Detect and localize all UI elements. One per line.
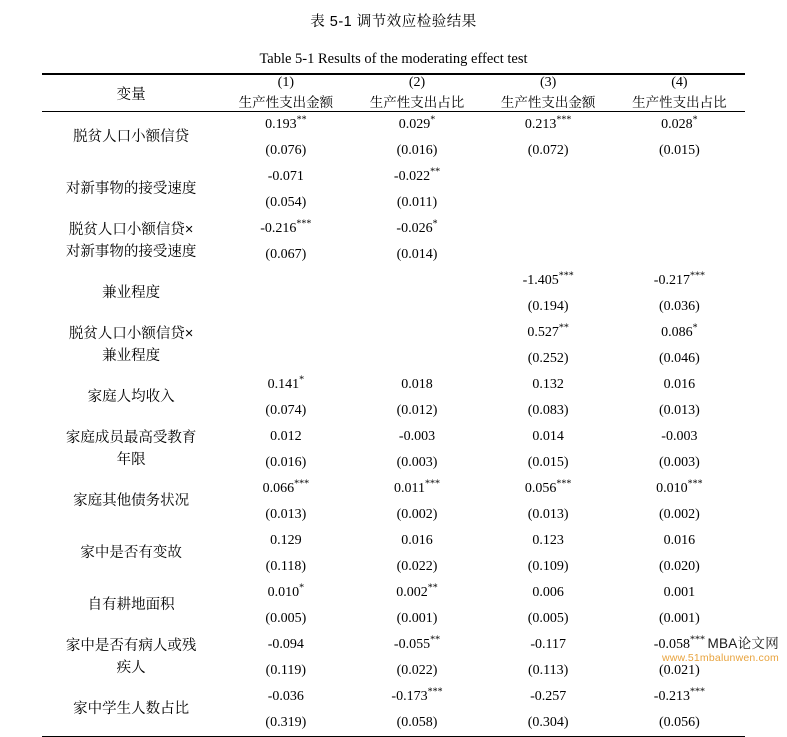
- coefficient-value: -0.217: [654, 273, 690, 288]
- significance-stars: *: [693, 322, 698, 333]
- coefficient-value: 0.066: [263, 481, 295, 496]
- coefficient-value: 0.014: [532, 429, 564, 444]
- coefficient-cell: [220, 476, 351, 502]
- coefficient-value: 0.016: [664, 533, 696, 548]
- standard-error-cell: (0.304): [483, 710, 614, 737]
- table-caption-chinese: 表 5-1 调节效应检验结果: [0, 0, 787, 31]
- coefficient-cell: [483, 268, 614, 294]
- header-col-4-number: (4): [614, 75, 745, 91]
- coefficient-cell: [483, 528, 614, 554]
- standard-error-cell: (0.021): [614, 658, 745, 684]
- row-label-line1: 家庭成员最高受教育: [42, 428, 220, 450]
- coefficient-cell: [614, 164, 745, 190]
- coefficient-value: -0.173: [391, 689, 427, 704]
- standard-error-cell: (0.001): [614, 606, 745, 632]
- standard-error-cell: (0.002): [614, 502, 745, 528]
- coefficient-cell: [220, 580, 351, 606]
- coefficient-cell: [220, 424, 351, 450]
- row-label: [42, 372, 220, 424]
- row-label: [42, 528, 220, 580]
- table-row: [42, 372, 745, 398]
- significance-stars: ***: [428, 686, 443, 697]
- coefficient-cell: [351, 476, 482, 502]
- table-row: [42, 528, 745, 554]
- coefficient-cell: [220, 632, 351, 658]
- coefficient-value: -0.058: [654, 637, 690, 652]
- standard-error-cell: (0.015): [483, 450, 614, 476]
- coefficient-value: 0.028: [661, 117, 693, 132]
- coefficient-cell: [614, 268, 745, 294]
- coefficient-cell: [614, 528, 745, 554]
- coefficient-cell: [351, 320, 482, 346]
- significance-stars: **: [430, 634, 440, 645]
- coefficient-cell: [614, 580, 745, 606]
- coefficient-cell: [614, 216, 745, 242]
- significance-stars: *: [299, 582, 304, 593]
- significance-stars: **: [428, 582, 438, 593]
- standard-error-cell: [220, 294, 351, 320]
- coefficient-cell: [220, 372, 351, 398]
- standard-error-cell: (0.109): [483, 554, 614, 580]
- standard-error-cell: (0.005): [483, 606, 614, 632]
- significance-stars: ***: [690, 634, 705, 645]
- standard-error-cell: (0.001): [351, 606, 482, 632]
- table-row: [42, 164, 745, 190]
- standard-error-cell: (0.119): [220, 658, 351, 684]
- significance-stars: *: [430, 114, 435, 125]
- coefficient-cell: [351, 580, 482, 606]
- standard-error-cell: (0.003): [614, 450, 745, 476]
- coefficient-cell: [483, 424, 614, 450]
- coefficient-value: -0.257: [530, 689, 566, 704]
- coefficient-cell: [220, 216, 351, 242]
- standard-error-cell: [483, 242, 614, 268]
- coefficient-value: 0.129: [270, 533, 302, 548]
- coefficient-value: -0.055: [394, 637, 430, 652]
- row-label: [42, 268, 220, 320]
- coefficient-value: -0.094: [268, 637, 304, 652]
- coefficient-cell: [220, 164, 351, 190]
- coefficient-cell: [351, 112, 482, 138]
- standard-error-cell: [483, 190, 614, 216]
- coefficient-value: 0.132: [532, 377, 564, 392]
- standard-error-cell: (0.074): [220, 398, 351, 424]
- row-label: [42, 684, 220, 737]
- standard-error-cell: (0.016): [220, 450, 351, 476]
- coefficient-value: 0.001: [664, 585, 696, 600]
- significance-stars: *: [299, 374, 304, 385]
- coefficient-cell: [483, 684, 614, 710]
- row-label-line1: 脱贫人口小额信贷×: [42, 220, 220, 242]
- header-col-2-name: 生产性支出占比: [351, 91, 482, 112]
- watermark-title: MBA论文网: [662, 636, 779, 652]
- standard-error-cell: [351, 346, 482, 372]
- coefficient-cell: [614, 320, 745, 346]
- coefficient-value: -0.026: [396, 221, 432, 236]
- header-col-1-name: 生产性支出金额: [220, 91, 351, 112]
- standard-error-cell: (0.005): [220, 606, 351, 632]
- row-label: [42, 164, 220, 216]
- standard-error-cell: [614, 242, 745, 268]
- row-label-line1: 兼业程度: [42, 283, 220, 305]
- coefficient-cell: [483, 372, 614, 398]
- standard-error-cell: (0.012): [351, 398, 482, 424]
- standard-error-cell: (0.083): [483, 398, 614, 424]
- coefficient-cell: [614, 684, 745, 710]
- significance-stars: *: [433, 218, 438, 229]
- row-label-line1: 家中是否有病人或残: [42, 636, 220, 658]
- coefficient-cell: [220, 320, 351, 346]
- row-label-line1: 家中是否有变故: [42, 543, 220, 565]
- coefficient-value: -0.117: [530, 637, 566, 652]
- coefficient-cell: [483, 632, 614, 658]
- row-label-line1: 对新事物的接受速度: [42, 179, 220, 201]
- standard-error-cell: [351, 294, 482, 320]
- significance-stars: **: [559, 322, 569, 333]
- coefficient-cell: [351, 684, 482, 710]
- coefficient-cell: [483, 580, 614, 606]
- standard-error-cell: (0.022): [351, 554, 482, 580]
- standard-error-cell: (0.013): [614, 398, 745, 424]
- significance-stars: ***: [296, 218, 311, 229]
- row-label-line2: 年限: [42, 450, 220, 472]
- coefficient-cell: [351, 424, 482, 450]
- standard-error-cell: (0.113): [483, 658, 614, 684]
- row-label: [42, 320, 220, 372]
- coefficient-value: 0.123: [532, 533, 564, 548]
- coefficient-cell: [351, 164, 482, 190]
- standard-error-cell: (0.076): [220, 138, 351, 164]
- coefficient-value: -0.213: [654, 689, 690, 704]
- standard-error-cell: (0.002): [351, 502, 482, 528]
- standard-error-cell: (0.072): [483, 138, 614, 164]
- significance-stars: ***: [688, 478, 703, 489]
- standard-error-cell: (0.194): [483, 294, 614, 320]
- significance-stars: ***: [690, 686, 705, 697]
- standard-error-cell: (0.056): [614, 710, 745, 737]
- coefficient-value: 0.527: [527, 325, 559, 340]
- coefficient-value: -1.405: [523, 273, 559, 288]
- coefficient-cell: [351, 528, 482, 554]
- coefficient-value: -0.071: [268, 169, 304, 184]
- row-label: [42, 424, 220, 476]
- coefficient-cell: [483, 112, 614, 138]
- coefficient-cell: [483, 476, 614, 502]
- coefficient-value: -0.003: [661, 429, 697, 444]
- row-label: [42, 112, 220, 164]
- table-row: [42, 268, 745, 294]
- header-col-3-name: 生产性支出金额: [483, 91, 614, 112]
- standard-error-cell: (0.011): [351, 190, 482, 216]
- table-row: [42, 476, 745, 502]
- standard-error-cell: (0.014): [351, 242, 482, 268]
- table-row: [42, 112, 745, 138]
- table-row: [42, 320, 745, 346]
- watermark: [662, 636, 779, 664]
- coefficient-value: 0.213: [525, 117, 557, 132]
- coefficient-cell: [220, 528, 351, 554]
- table-row: [42, 216, 745, 242]
- row-label-line2: 疾人: [42, 658, 220, 680]
- standard-error-cell: (0.118): [220, 554, 351, 580]
- header-col-2-number: (2): [351, 75, 482, 91]
- standard-error-cell: (0.046): [614, 346, 745, 372]
- significance-stars: ***: [556, 114, 571, 125]
- standard-error-cell: (0.013): [220, 502, 351, 528]
- header-row-numbers: [42, 75, 745, 91]
- coefficient-value: -0.022: [394, 169, 430, 184]
- row-label: [42, 216, 220, 268]
- coefficient-value: 0.056: [525, 481, 557, 496]
- standard-error-cell: (0.252): [483, 346, 614, 372]
- coefficient-value: 0.018: [401, 377, 433, 392]
- coefficient-value: 0.029: [399, 117, 431, 132]
- significance-stars: ***: [425, 478, 440, 489]
- table-row: [42, 580, 745, 606]
- row-label: [42, 580, 220, 632]
- coefficient-value: 0.141: [268, 377, 300, 392]
- row-label-line1: 家中学生人数占比: [42, 699, 220, 721]
- coefficient-cell: [351, 268, 482, 294]
- standard-error-cell: (0.054): [220, 190, 351, 216]
- row-label-line2: 对新事物的接受速度: [42, 242, 220, 264]
- coefficient-value: 0.010: [656, 481, 688, 496]
- standard-error-cell: (0.067): [220, 242, 351, 268]
- significance-stars: ***: [690, 270, 705, 281]
- header-col-4-name: 生产性支出占比: [614, 91, 745, 112]
- coefficient-cell: [614, 112, 745, 138]
- row-label: [42, 476, 220, 528]
- coefficient-value: 0.016: [401, 533, 433, 548]
- standard-error-cell: (0.319): [220, 710, 351, 737]
- standard-error-cell: (0.036): [614, 294, 745, 320]
- coefficient-value: 0.086: [661, 325, 693, 340]
- row-label-line1: 脱贫人口小额信贷: [42, 127, 220, 149]
- table-row: [42, 684, 745, 710]
- coefficient-value: 0.010: [268, 585, 300, 600]
- coefficient-cell: [351, 372, 482, 398]
- coefficient-value: -0.216: [260, 221, 296, 236]
- watermark-url: www.51mbalunwen.com: [662, 652, 779, 664]
- row-label-line1: 家庭人均收入: [42, 387, 220, 409]
- table-row: [42, 632, 745, 658]
- coefficient-cell: [483, 216, 614, 242]
- row-label-line1: 家庭其他债务状况: [42, 491, 220, 513]
- row-label-line1: 自有耕地面积: [42, 595, 220, 617]
- row-label: [42, 632, 220, 684]
- coefficient-value: 0.002: [396, 585, 428, 600]
- coefficient-cell: [351, 216, 482, 242]
- header-col-1-number: (1): [220, 75, 351, 91]
- coefficient-cell: [351, 632, 482, 658]
- significance-stars: ***: [556, 478, 571, 489]
- standard-error-cell: (0.020): [614, 554, 745, 580]
- standard-error-cell: [220, 346, 351, 372]
- coefficient-cell: [614, 476, 745, 502]
- header-col-3-number: (3): [483, 75, 614, 91]
- coefficient-value: -0.003: [399, 429, 435, 444]
- coefficient-value: -0.036: [268, 689, 304, 704]
- coefficient-cell: [483, 164, 614, 190]
- significance-stars: ***: [559, 270, 574, 281]
- coefficient-cell: [220, 112, 351, 138]
- significance-stars: **: [430, 166, 440, 177]
- coefficient-cell: [220, 684, 351, 710]
- coefficient-value: 0.011: [394, 481, 425, 496]
- coefficient-cell: [220, 268, 351, 294]
- header-variable-label: 变量: [42, 75, 220, 112]
- standard-error-cell: (0.058): [351, 710, 482, 737]
- coefficient-value: 0.012: [270, 429, 302, 444]
- standard-error-cell: [614, 190, 745, 216]
- coefficient-cell: [614, 424, 745, 450]
- standard-error-cell: (0.016): [351, 138, 482, 164]
- row-label-line1: 脱贫人口小额信贷×: [42, 324, 220, 346]
- standard-error-cell: (0.022): [351, 658, 482, 684]
- table-container: [0, 31, 787, 737]
- coefficient-value: 0.016: [664, 377, 696, 392]
- standard-error-cell: (0.003): [351, 450, 482, 476]
- significance-stars: **: [297, 114, 307, 125]
- moderating-effect-table: [42, 73, 745, 737]
- coefficient-cell: [614, 372, 745, 398]
- significance-stars: *: [693, 114, 698, 125]
- coefficient-value: 0.193: [265, 117, 297, 132]
- coefficient-value: 0.006: [532, 585, 564, 600]
- standard-error-cell: (0.015): [614, 138, 745, 164]
- table-row: [42, 424, 745, 450]
- standard-error-cell: (0.013): [483, 502, 614, 528]
- row-label-line2: 兼业程度: [42, 346, 220, 368]
- table-caption-english: Table 5-1 Results of the moderating effect test: [42, 31, 745, 73]
- significance-stars: ***: [294, 478, 309, 489]
- coefficient-cell: [483, 320, 614, 346]
